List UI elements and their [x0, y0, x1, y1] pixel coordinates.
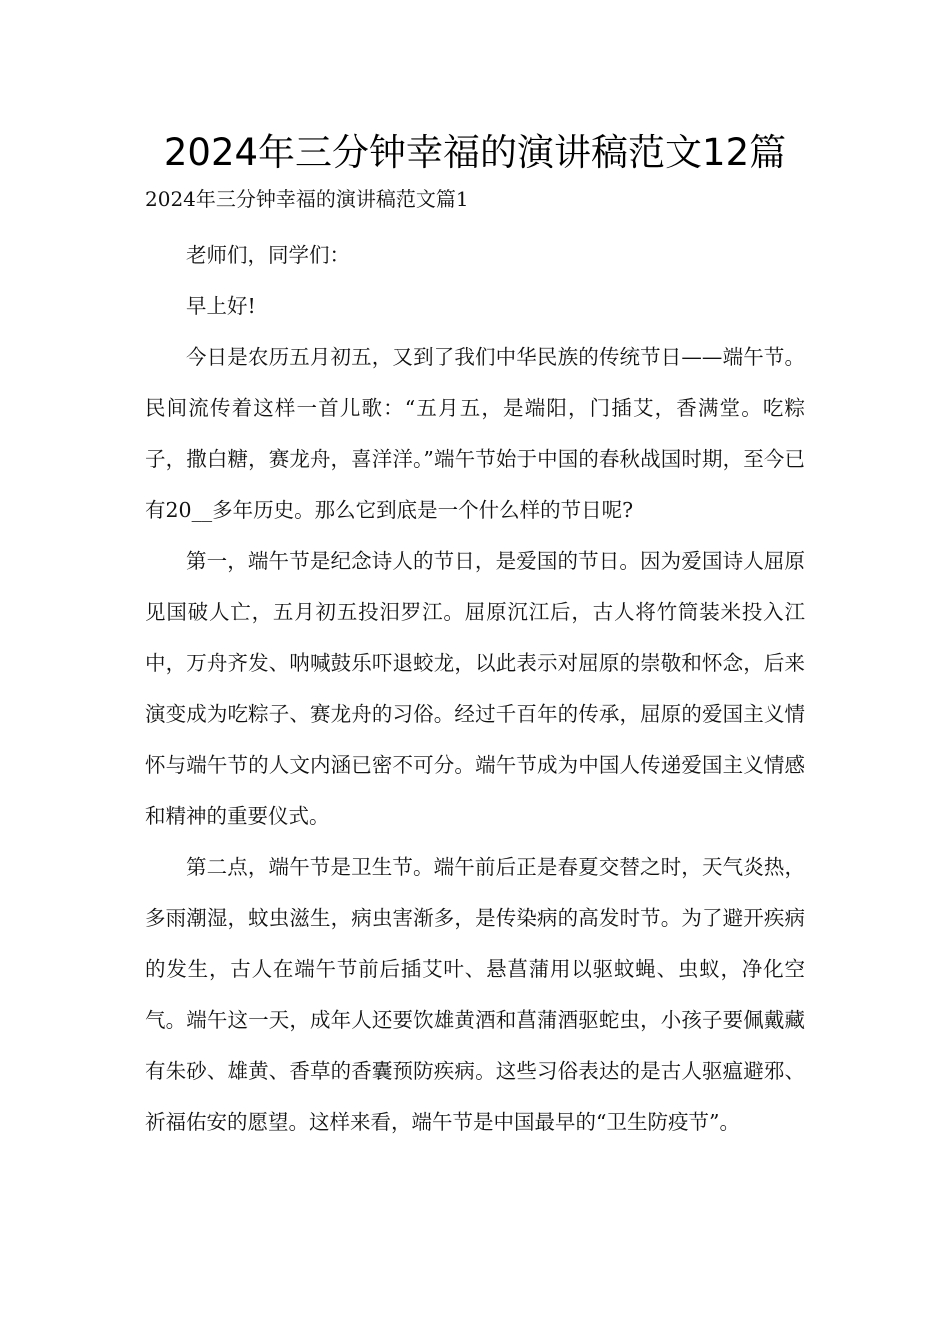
- paragraph-greeting: 早上好!: [186, 294, 256, 318]
- paragraph-intro: 今日是农历五月初五，又到了我们中华民族的传统节日——端午节。民间流传着这样一首儿歌：“五月五，是端阳，门插艾，香满堂。吃粽子，撒白糖，赛龙舟，喜洋洋。”端午节始于中国的春秋战国时期，至今已有20__多年历史。那么它到底是一个什么样的节日呢?: [145, 345, 805, 522]
- paragraph-salutation: 老师们，同学们：: [186, 243, 350, 267]
- paragraph-point-two: 第二点，端午节是卫生节。端午前后正是春夏交替之时，天气炎热，多雨潮湿，蚊虫滋生，病虫害渐多，是传染病的高发时节。为了避开疾病的发生，古人在端午节前后插艾叶、悬菖蒲用以驱蚊蝇、虫蚁，净化空气。端午这一天，成年人还要饮雄黄酒和菖蒲酒驱蛇虫，小孩子要佩戴藏有朱砂、雄黄、香草的香囊预防疾病。这些习俗表达的是古人驱瘟避邪、祈福佑安的愿望。这样来看，端午节是中国最早的“卫生防疫节”。: [145, 855, 805, 1134]
- section-heading: 2024年三分钟幸福的演讲稿范文篇1: [145, 187, 469, 211]
- document-title: 2024年三分钟幸福的演讲稿范文12篇: [163, 131, 787, 174]
- paragraph-point-one: 第一，端午节是纪念诗人的节日，是爱国的节日。因为爱国诗人屈原见国破人亡，五月初五投汨罗江。屈原沉江后，古人将竹筒装米投入江中，万舟齐发、呐喊鼓乐吓退蛟龙，以此表示对屈原的崇敬和怀念，后来演变成为吃粽子、赛龙舟的习俗。经过千百年的传承，屈原的爱国主义情怀与端午节的人文内涵已密不可分。端午节成为中国人传递爱国主义情感和精神的重要仪式。: [145, 549, 805, 828]
